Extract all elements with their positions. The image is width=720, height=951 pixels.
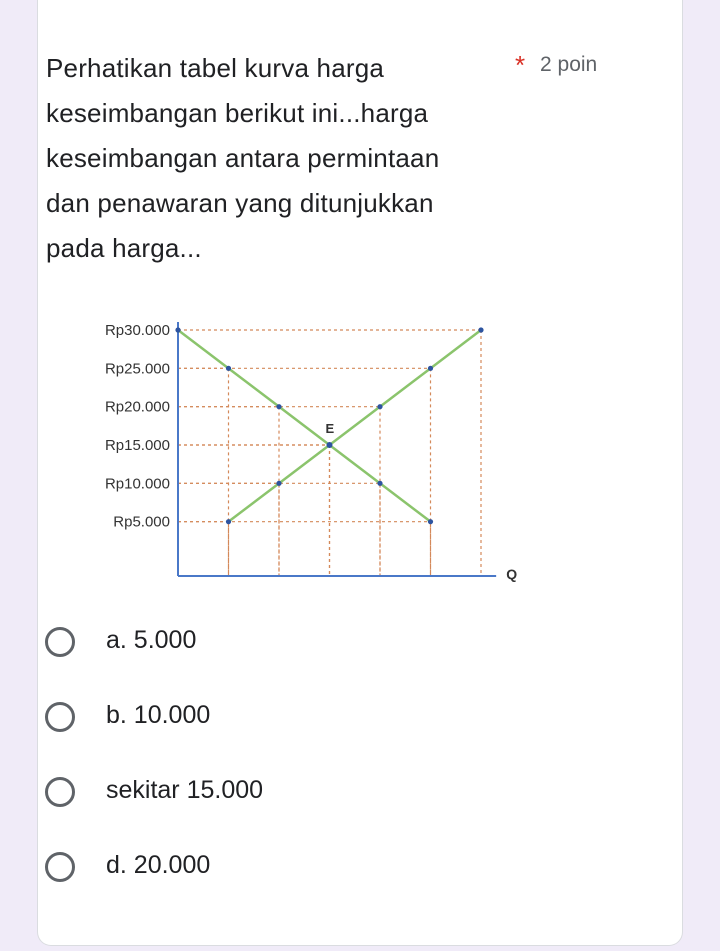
- data-point: [428, 366, 433, 371]
- data-point: [276, 404, 281, 409]
- y-tick-label: Rp20.000: [104, 398, 170, 416]
- data-point: [428, 519, 433, 524]
- data-point: [276, 481, 281, 486]
- required-asterisk: *: [515, 50, 526, 80]
- answer-options: [42, 614, 602, 914]
- data-point: [175, 327, 180, 332]
- question-text: Perhatikan tabel kurva harga keseimbangan berikut ini...harga keseimbangan antara permintaan dan penawaran yang ditunjukkan pada harga...: [46, 53, 440, 263]
- equilibrium-chart: [48, 318, 518, 603]
- option-label: sekitar 15.000: [106, 776, 264, 804]
- y-tick-label: Rp10.000: [104, 475, 170, 493]
- option-b[interactable]: [42, 689, 602, 764]
- y-tick-label: Rp5.000: [113, 513, 170, 531]
- option-label: d. 20.000: [106, 851, 211, 879]
- data-point: [377, 404, 382, 409]
- radio-button[interactable]: [45, 702, 75, 732]
- data-point: [377, 481, 382, 486]
- data-point: [478, 327, 483, 332]
- equilibrium-label: E: [325, 421, 335, 436]
- option-d[interactable]: [42, 839, 602, 914]
- radio-button[interactable]: [45, 627, 75, 657]
- option-label: b. 10.000: [106, 701, 211, 729]
- radio-button[interactable]: [45, 852, 75, 882]
- data-point: [226, 519, 231, 524]
- y-tick-label: Rp30.000: [104, 322, 170, 339]
- supply-curve: [229, 330, 482, 522]
- y-tick-label: Rp25.000: [104, 360, 170, 378]
- x-axis-label: Q: [506, 566, 518, 582]
- equilibrium-point: [327, 442, 333, 448]
- option-label: a. 5.000: [106, 626, 197, 654]
- demand-curve: [178, 330, 431, 522]
- option-c[interactable]: [42, 764, 602, 839]
- y-tick-label: Rp15.000: [104, 437, 170, 454]
- option-a[interactable]: [42, 614, 602, 689]
- points-label: 2 poin: [540, 53, 598, 76]
- radio-button[interactable]: [45, 777, 75, 807]
- data-point: [226, 366, 231, 371]
